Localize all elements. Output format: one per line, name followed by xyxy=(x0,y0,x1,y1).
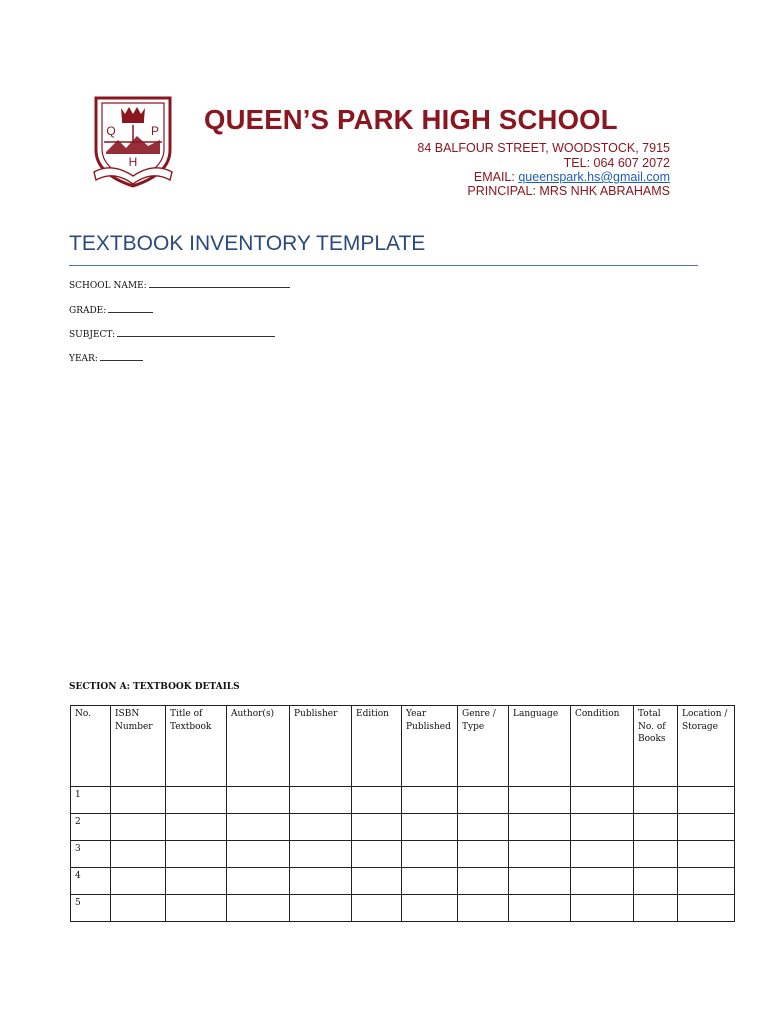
textbook-details-table xyxy=(70,705,735,922)
table-cell[interactable] xyxy=(227,787,290,814)
grade-blank[interactable] xyxy=(108,306,153,313)
table-cell[interactable] xyxy=(678,868,735,895)
table-cell[interactable] xyxy=(352,814,402,841)
table-cell[interactable] xyxy=(166,868,227,895)
svg-text:Q: Q xyxy=(106,124,116,138)
table-cell[interactable] xyxy=(227,841,290,868)
subject-label: SUBJECT: xyxy=(69,330,116,340)
table-cell[interactable] xyxy=(458,787,509,814)
table-cell[interactable] xyxy=(571,787,634,814)
row-number: 5 xyxy=(71,895,111,922)
table-cell[interactable] xyxy=(509,868,571,895)
table-cell[interactable] xyxy=(352,841,402,868)
table-cell[interactable] xyxy=(227,895,290,922)
document-title: TEXTBOOK INVENTORY TEMPLATE xyxy=(69,232,426,255)
col-header-year-published: Year Published xyxy=(402,706,458,787)
school-principal: PRINCIPAL: MRS NHK ABRAHAMS xyxy=(467,184,670,198)
table-row xyxy=(71,814,735,841)
table-cell[interactable] xyxy=(678,787,735,814)
table-cell[interactable] xyxy=(458,841,509,868)
table-cell[interactable] xyxy=(678,895,735,922)
table-cell[interactable] xyxy=(111,868,166,895)
table-cell[interactable] xyxy=(509,814,571,841)
table-cell[interactable] xyxy=(227,814,290,841)
col-header-condition: Condition xyxy=(571,706,634,787)
table-cell[interactable] xyxy=(634,868,678,895)
subject-field xyxy=(69,330,275,340)
table-cell[interactable] xyxy=(402,787,458,814)
table-cell[interactable] xyxy=(290,895,352,922)
email-link[interactable]: queenspark.hs@gmail.com xyxy=(518,170,670,184)
table-cell[interactable] xyxy=(111,814,166,841)
table-cell[interactable] xyxy=(111,841,166,868)
grade-label: GRADE: xyxy=(69,306,107,316)
table-cell[interactable] xyxy=(352,787,402,814)
table-row xyxy=(71,787,735,814)
table-cell[interactable] xyxy=(678,841,735,868)
svg-text:P: P xyxy=(150,124,160,138)
col-header-authors: Author(s) xyxy=(227,706,290,787)
table-header-row xyxy=(71,706,735,787)
grade-field xyxy=(69,306,153,316)
table-cell[interactable] xyxy=(227,868,290,895)
school-crest-logo xyxy=(92,92,174,188)
table-cell[interactable] xyxy=(509,787,571,814)
table-cell[interactable] xyxy=(634,841,678,868)
school-name: QUEEN’S PARK HIGH SCHOOL xyxy=(204,104,618,135)
table-cell[interactable] xyxy=(402,868,458,895)
col-header-genre: Genre / Type xyxy=(458,706,509,787)
row-number: 2 xyxy=(71,814,111,841)
table-cell[interactable] xyxy=(290,868,352,895)
table-cell[interactable] xyxy=(509,895,571,922)
table-cell[interactable] xyxy=(402,895,458,922)
section-a-heading: SECTION A: TEXTBOOK DETAILS xyxy=(69,682,240,692)
school-name-field xyxy=(69,281,290,291)
table-cell[interactable] xyxy=(571,868,634,895)
table-cell[interactable] xyxy=(571,895,634,922)
col-header-title: Title of Textbook xyxy=(166,706,227,787)
table-row xyxy=(71,868,735,895)
table-cell[interactable] xyxy=(166,895,227,922)
table-cell[interactable] xyxy=(634,787,678,814)
email-label: EMAIL: xyxy=(473,170,519,184)
table-cell[interactable] xyxy=(290,841,352,868)
school-telephone: TEL: 064 607 2072 xyxy=(563,156,670,170)
title-divider xyxy=(69,265,698,266)
table-cell[interactable] xyxy=(290,814,352,841)
row-number: 4 xyxy=(71,868,111,895)
row-number: 1 xyxy=(71,787,111,814)
col-header-isbn: ISBN Number xyxy=(111,706,166,787)
table-cell[interactable] xyxy=(571,814,634,841)
school-address: 84 BALFOUR STREET, WOODSTOCK, 7915 xyxy=(417,141,670,155)
table-cell[interactable] xyxy=(352,868,402,895)
year-label: YEAR: xyxy=(69,354,98,364)
table-cell[interactable] xyxy=(458,895,509,922)
col-header-publisher: Publisher xyxy=(290,706,352,787)
table-cell[interactable] xyxy=(166,814,227,841)
year-blank[interactable] xyxy=(100,354,143,361)
table-row xyxy=(71,841,735,868)
year-field xyxy=(69,354,143,364)
table-cell[interactable] xyxy=(402,814,458,841)
svg-text:H: H xyxy=(128,155,138,169)
table-cell[interactable] xyxy=(402,841,458,868)
table-cell[interactable] xyxy=(290,787,352,814)
table-cell[interactable] xyxy=(571,841,634,868)
table-cell[interactable] xyxy=(458,814,509,841)
table-cell[interactable] xyxy=(111,895,166,922)
subject-blank[interactable] xyxy=(117,330,275,337)
table-row xyxy=(71,895,735,922)
table-cell[interactable] xyxy=(509,841,571,868)
letterhead xyxy=(0,0,768,220)
table-cell[interactable] xyxy=(352,895,402,922)
col-header-total-books: Total No. of Books xyxy=(634,706,678,787)
table-cell[interactable] xyxy=(166,787,227,814)
table-cell[interactable] xyxy=(634,814,678,841)
col-header-edition: Edition xyxy=(352,706,402,787)
col-header-location: Location / Storage xyxy=(678,706,735,787)
row-number: 3 xyxy=(71,841,111,868)
table-cell[interactable] xyxy=(634,895,678,922)
table-cell[interactable] xyxy=(111,787,166,814)
table-cell[interactable] xyxy=(166,841,227,868)
col-header-no: No. xyxy=(71,706,111,787)
school-name-label: SCHOOL NAME: xyxy=(69,281,147,291)
table-cell[interactable] xyxy=(458,868,509,895)
col-header-language: Language xyxy=(509,706,571,787)
school-name-blank[interactable] xyxy=(149,281,290,288)
table-cell[interactable] xyxy=(678,814,735,841)
